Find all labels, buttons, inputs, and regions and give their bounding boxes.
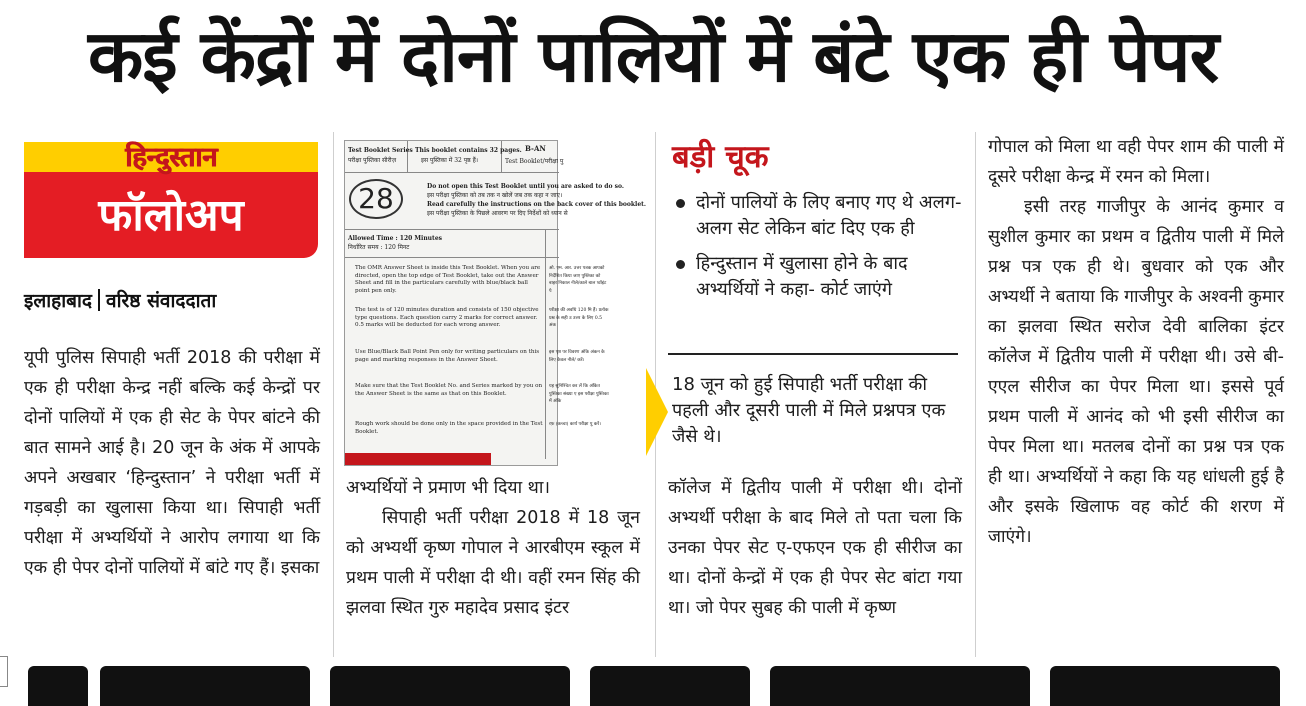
article-column-3 xyxy=(668,473,962,653)
booklet-rule xyxy=(345,229,559,230)
keypoint-text: दोनों पालियों के लिए बनाए गए थे अलग-अलग सेट लेकिन बांट दिए एक ही xyxy=(696,192,962,239)
booklet-instruction: The test is of 120 minutes duration and consists of 150 objective type questions. Each question carry 2 marks for correct answer. 0.5 marks will be deducted for each wrong answer. xyxy=(355,307,539,328)
booklet-time: Allowed Time : 120 Minutes xyxy=(348,235,443,242)
keypoint-item xyxy=(672,251,962,303)
booklet-number: 28 xyxy=(349,179,403,219)
booklet-instruction-hindi: रफ़ (कच्चा) कार्य परीक्षा पु करें। xyxy=(549,422,601,427)
booklet-instruction-hindi: इस पृष्ठ पर विवरण अंकि अंकन के लिए केवल नीले/ करें। xyxy=(549,350,605,363)
booklet-instruction: The OMR Answer Sheet is inside this Test Booklet. When you are directed, open the top edge of Test Booklet, take out the Answer Sheet and fill in the particulars carefully with blue/black ball point pen only. xyxy=(355,265,541,294)
article-column-4 xyxy=(988,132,1284,654)
booklet-instruction-hindi: ओ. एम. आर. उत्तर पत्रक आपको निर्देशित किया जाए पुस्तिका को बाहर निकाल नीले/काले बाल प्वॉइंट पे xyxy=(549,266,607,294)
byline-reporter: वरिष्ठ संवाददाता xyxy=(106,290,217,312)
glyph-fragment xyxy=(770,666,1030,706)
booklet-instruction-hindi: परीक्षा की अवधि 120 मि हैं। प्रत्येक प्रश्न के सही उ उत्तर के लिए 0.5 अंक xyxy=(549,308,609,328)
glyph-fragment xyxy=(1050,666,1280,706)
booklet-warning: Read carefully the instructions on the back cover of this booklet. xyxy=(427,201,647,208)
booklet-time-hindi: निर्धारित समय : 120 मिनट xyxy=(348,244,410,251)
booklet-warning: Do not open this Test Booklet until you are asked to do so. xyxy=(427,183,624,190)
booklet-instruction: Rough work should be done only in the space provided in the Test Booklet. xyxy=(355,421,543,435)
column-divider xyxy=(975,132,976,657)
booklet-red-bar xyxy=(345,453,491,465)
paragraph: यूपी पुलिस सिपाही भर्ती 2018 की परीक्षा में एक ही परीक्षा केन्द्र नहीं बल्कि कई केन्द्रों पर दोनों पालियों में एक ही सेट के पेपर बांटने की बात सामने आई है। 20 जून के अंक में आपके अपने अखबार ‘हिन्दुस्तान’ ने परीक्षा भर्ती में गड़बड़ी का खुलासा किया था। सिपाही भर्ती परीक्षा में अभ्यर्थियों ने आरोप लगाया था कि एक ही पेपर दोनों पालियों में बांटे गए हैं। इसका xyxy=(24,348,320,578)
article-column-2 xyxy=(346,473,640,653)
booklet-instruction-hindi: यह सुनिश्चित कर लें कि अंकित पुस्तिका संख्या ए इस परीक्षा पुस्तिका में अंकि xyxy=(549,384,609,404)
keypoint-text: हिन्दुस्तान में खुलासा होने के बाद अभ्यर्थियों ने कहा- कोर्ट जाएंगे xyxy=(696,253,908,300)
paragraph: इसी तरह गाजीपुर के आनंद कुमार व सुशील कुमार का प्रथम व द्वितीय पाली में मिले प्रश्न पत्र एक ही थे। बुधवार को एक और अभ्यर्थी ने बताया कि गाजीपुर के अश्वनी कुमार का झलवा स्थित सरोज देवी बालिका इंटर कॉलेज में द्वितीय पाली में परीक्षा थी। उसे बी-एएल सीरीज का पेपर मिला था। इससे पूर्व प्रथम पाली में आनंद को भी इसी सीरीज का पेपर मिला था। मतलब दोनों का प्रश्न पत्र एक ही था। अभ्यर्थियों ने कहा कि यह धांधली हुई है और इसके खिलाफ वह कोर्ट की शरण में जाएंगे। xyxy=(988,197,1284,547)
booklet-pages-note: This booklet contains 32 pages. xyxy=(415,147,522,154)
paragraph: कॉलेज में द्वितीय पाली में परीक्षा थी। दोनों अभ्यर्थी परीक्षा के बाद मिले तो पता चला कि उनका पेपर सेट ए-एफएन एक ही सीरीज का था। दोनों केन्द्रों में एक ही पेपर सेट बांटा गया था। जो पेपर सुबह की पाली में कृष्ण xyxy=(668,478,962,618)
booklet-rule xyxy=(501,141,502,173)
article-column-1 xyxy=(24,343,320,653)
quote-text: 18 जून को हुई सिपाही भर्ती परीक्षा की पहली और दूसरी पाली में मिले प्रश्नपत्र एक जैसे थे। xyxy=(672,374,946,447)
keypoint-item xyxy=(672,190,962,242)
booklet-rule xyxy=(407,141,408,173)
booklet-instruction: Make sure that the Test Booklet No. and Series marked by you on the Answer Sheet is the same as that on this Booklet. xyxy=(355,383,543,397)
byline-separator xyxy=(98,289,100,311)
booklet-number-label: Test Booklet/परीक्षा पु xyxy=(505,158,564,165)
paragraph: सिपाही भर्ती परीक्षा 2018 में 18 जून को अभ्यर्थी कृष्ण गोपाल ने आरबीएम स्कूल में प्रथम पाली में परीक्षा दी थी। वहीं रमन सिंह की झलवा स्थित गुरु महादेव प्रसाद इंटर xyxy=(346,508,640,618)
page-edge xyxy=(0,656,8,687)
keypoints-divider xyxy=(668,353,958,355)
booklet-series-hindi: परीक्षा पुस्तिका सीरीज़ xyxy=(348,157,397,164)
glyph-fragment xyxy=(28,666,88,706)
paragraph: अभ्यर्थियों ने प्रमाण भी दिया था। xyxy=(346,478,551,498)
byline-location: इलाहाबाद xyxy=(24,290,93,312)
brand-name: हिन्दुस्तान xyxy=(125,142,217,173)
booklet-warning: इस परीक्षा पुस्तिका को तब तक न खोलें जब तक कहा न जाए। xyxy=(427,192,563,199)
byline xyxy=(24,286,324,316)
booklet-series-label: Test Booklet Series xyxy=(348,147,413,154)
booklet-pages-hindi: इस पुस्तिका में 32 पृष्ठ हैं। xyxy=(421,157,479,164)
booklet-code: B-AN xyxy=(525,144,546,153)
glyph-fragment xyxy=(590,666,750,706)
next-headline-cropped xyxy=(0,656,1306,687)
paragraph: गोपाल को मिला था वही पेपर शाम की पाली में दूसरे परीक्षा केन्द्र में रमन को मिला। xyxy=(988,137,1284,187)
test-booklet-image xyxy=(344,140,647,466)
keypoints-list xyxy=(672,190,962,312)
brand-section: फॉलोअप xyxy=(98,190,244,241)
brand-badge xyxy=(24,142,318,258)
keypoints-title: बड़ी चूक xyxy=(672,139,769,175)
glyph-fragment xyxy=(330,666,570,706)
pull-quote xyxy=(646,368,962,456)
bullet-icon xyxy=(676,260,685,269)
quote-arrow-icon xyxy=(646,368,668,456)
booklet-warning: इस परीक्षा पुस्तिका के पिछले आवरण पर दिए निर्देशों को ध्यान से xyxy=(427,210,568,217)
bullet-icon xyxy=(676,199,685,208)
column-divider xyxy=(333,132,334,657)
glyph-fragment xyxy=(100,666,310,706)
booklet-rule xyxy=(545,229,546,459)
booklet-instruction: Use Blue/Black Ball Point Pen only for writing particulars on this page and marking responses in the Answer Sheet. xyxy=(355,349,540,363)
booklet-rule xyxy=(345,257,559,258)
headline: कई केंद्रों में दोनों पालियों में बंटे एक ही पेपर xyxy=(87,14,1219,98)
